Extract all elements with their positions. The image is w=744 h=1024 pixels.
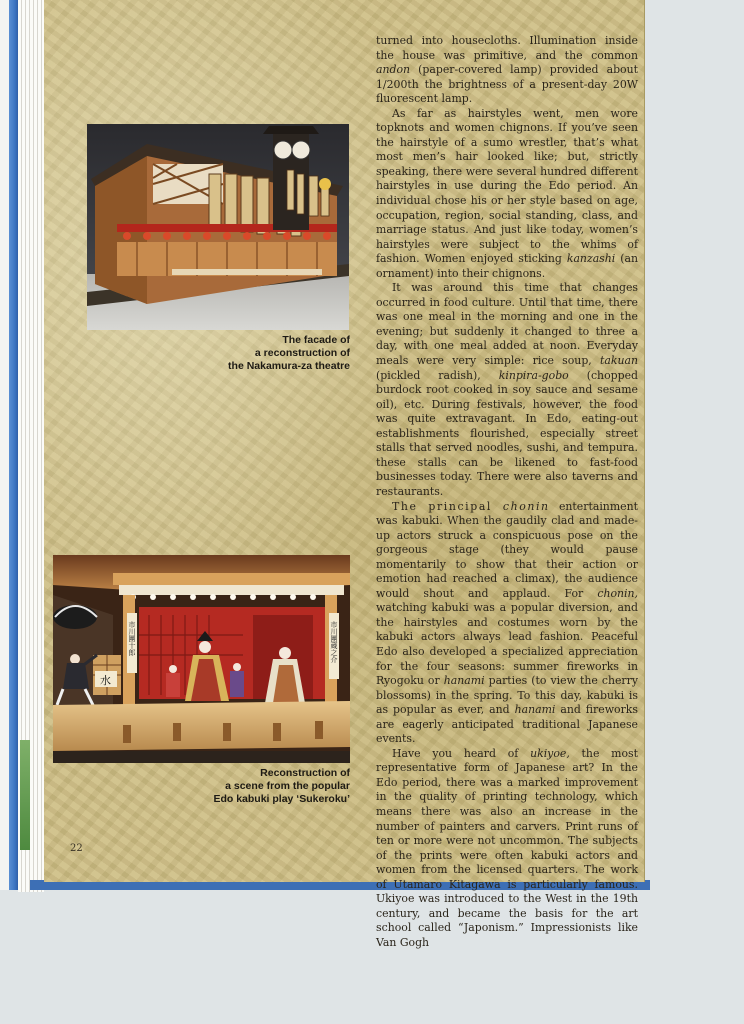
tab-edge-green (20, 740, 30, 850)
caption-line: Edo kabuki play ‘Sukeroku’ (213, 793, 350, 805)
magazine-page (44, 0, 644, 949)
paragraph-food-culture: It was around this time that changes occurred in food culture. Until that time, there was one meal in the morning and one in the evening; but suddenly it changed to three a day, with one meal added at noon. Everyday meals were very simple: rice soup, takuan (pickled radish), kinpira-gobo (chopped burdock root cooked in soy sauce and sesame oil), etc. During festivals, however, the food was quite extravagant. In Edo, eating-out establishments flourished, especially street stalls that served noodles, sushi, and tempura. these stalls can be likened to fast-food businesses today. There were also taverns and restaurants. (376, 281, 638, 498)
article-column (376, 34, 638, 950)
nakamura-za-facade-photo (87, 124, 349, 330)
caption-line: a reconstruction of (254, 347, 350, 359)
right-banner-text: 市川團蔵之介 (330, 621, 338, 663)
caption-line: The facade of (282, 334, 350, 346)
caption-line: the Nakamura-za theatre (228, 360, 350, 372)
left-banner-text: 市川團十郎 (128, 621, 136, 656)
paragraph-lighting: turned into housecloths. Illumination inside the house was primitive, and the common andon (paper-covered lamp) provided about 1/200th the brightness of a present-day 20W fluorescent lamp. (376, 34, 638, 106)
caption-line: a scene from the popular (225, 780, 350, 792)
water-sign-text: 水 (100, 674, 111, 687)
page-number: 22 (70, 843, 83, 854)
caption-line: Reconstruction of (260, 767, 350, 779)
sukeroku-stage-photo (53, 555, 350, 763)
paragraph-kabuki: The principal chonin entertainment was kabuki. When the gaudily clad and made-up actors struck a conspicuous pose on the gorgeous stage (they would pause momentarily to show that their action or emotion had reached a climax), the audience would shout and applaud. For chonin, watching kabuki was a popular diversion, and the hairstyles and costumes worn by the kabuki actors always lead fashion. Peaceful Edo also developed a specialized appreciation for the four seasons: summer fireworks in Ryogoku or hanami parties (to view the cherry blossoms) in the spring. To this day, kabuki is as popular as ever, and hanami and fireworks are eagerly anticipated traditional Japanese events. (376, 499, 638, 746)
sukeroku-caption (194, 767, 350, 806)
nakamura-za-caption (194, 334, 350, 373)
binder-edge-blue (9, 0, 18, 890)
paragraph-hairstyles: As far as hairstyles went, men wore topknots and women chignons. If you’ve seen the hairstyle of a sumo wrestler, that’s what most men’s hair looked like; but, strictly speaking, there were several hundred different hairstyles in use during the Edo period. An individual chose his or her style based on age, occupation, region, social standing, class, and marriage status. And just like today, women’s hairstyles were subject to the whims of fashion. Women enjoyed sticking kanzashi (an ornament) into their chignons. (376, 106, 638, 280)
paragraph-ukiyoe: Have you heard of ukiyoe, the most representative form of Japanese art? In the Edo period, there was a marked improvement in the quality of printing technology, which means there was also an increase in the number of painters and carvers. Print runs of ten or more were not uncommon. The subjects of the prints were often kabuki actors and women from the licensed quarters. The work of Utamaro Kitagawa is particularly famous. Ukiyoe was introduced to the West in the 19th century, and became the basis for the art school called “Japonism.” Impressionists like Van Gogh (376, 746, 638, 949)
